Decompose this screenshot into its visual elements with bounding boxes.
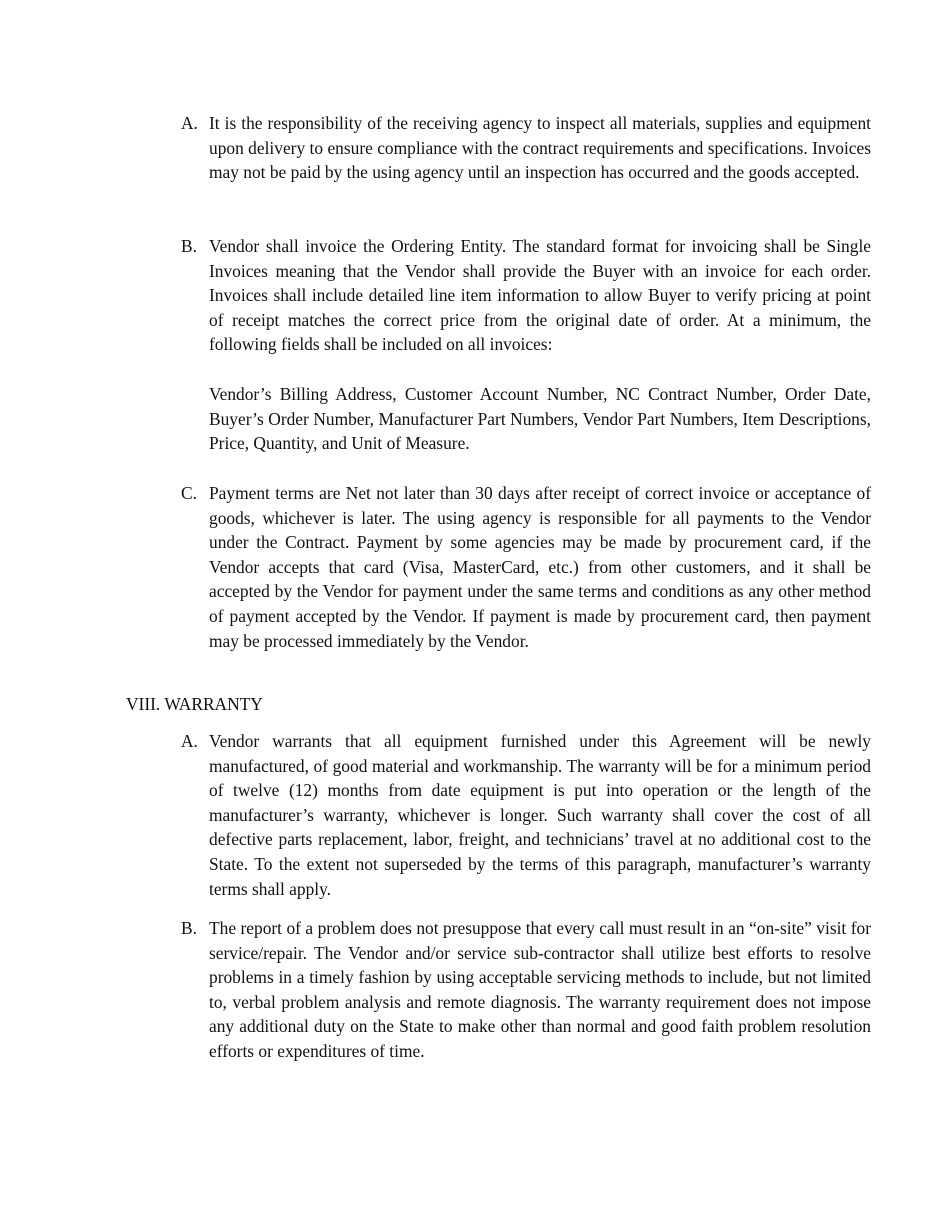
item-marker: C. xyxy=(181,483,197,503)
section-viii-item-b xyxy=(181,916,871,1064)
invoice-fields-list: Vendor’s Billing Address, Customer Account Number, NC Contract Number, Order Date, Buyer’s Order Number, Manufacturer Part Numbers, Vendor Part Numbers, Item Descriptions, Price, Quantity, and Unit of Measure. xyxy=(209,384,871,454)
section-heading-warranty: VIII. WARRANTY xyxy=(126,694,263,714)
section-vii-item-c xyxy=(181,481,871,653)
item-text: Payment terms are Net not later than 30 days after receipt of correct invoice or acceptance of goods, whichever is later. The using agency is responsible for all payments to the Vendor under the Contract. Payment by some agencies may be made by procurement card, if the Vendor accepts that card (Visa, MasterCard, etc.) from other customers, and it shall be accepted by the Vendor for payment under the same terms and conditions as any other method of payment accepted by the Vendor. If payment is made by procurement card, then payment may be processed immediately by the Vendor. xyxy=(209,483,871,651)
item-marker: B. xyxy=(181,236,197,256)
item-text: It is the responsibility of the receiving agency to inspect all materials, supplies and equipment upon delivery to ensure compliance with the contract requirements and specifications. Invoices may not be paid by the using agency until an inspection has occurred and the goods accepted. xyxy=(209,113,871,183)
item-text: Vendor shall invoice the Ordering Entity. The standard format for invoicing shall be Single Invoices meaning that the Vendor shall provide the Buyer with an invoice for each order. Invoices shall include detailed line item information to allow Buyer to verify pricing at point of receipt matches the correct price from the original date of order. At a minimum, the following fields shall be included on all invoices: xyxy=(209,236,871,355)
item-marker: A. xyxy=(181,731,198,751)
section-vii-item-b xyxy=(181,234,871,357)
item-text: The report of a problem does not presuppose that every call must result in an “on-site” visit for service/repair. The Vendor and/or service sub-contractor shall utilize best efforts to resolve problems in a timely fashion by using acceptable servicing methods to include, but not limited to, verbal problem analysis and remote diagnosis. The warranty requirement does not impose any additional duty on the State to make other than normal and good faith problem resolution efforts or expenditures of time. xyxy=(209,918,871,1061)
item-marker: B. xyxy=(181,918,197,938)
section-viii-item-a xyxy=(181,729,871,901)
item-text: Vendor warrants that all equipment furnished under this Agreement will be newly manufactured, of good material and workmanship. The warranty will be for a minimum period of twelve (12) months from date equipment is put into operation or the length of the manufacturer’s warranty, whichever is longer. Such warranty shall cover the cost of all defective parts replacement, labor, freight, and technicians’ travel at no additional cost to the State. To the extent not superseded by the terms of this paragraph, manufacturer’s warranty terms shall apply. xyxy=(209,731,871,899)
item-marker: A. xyxy=(181,113,198,133)
section-vii-item-a xyxy=(181,111,871,185)
